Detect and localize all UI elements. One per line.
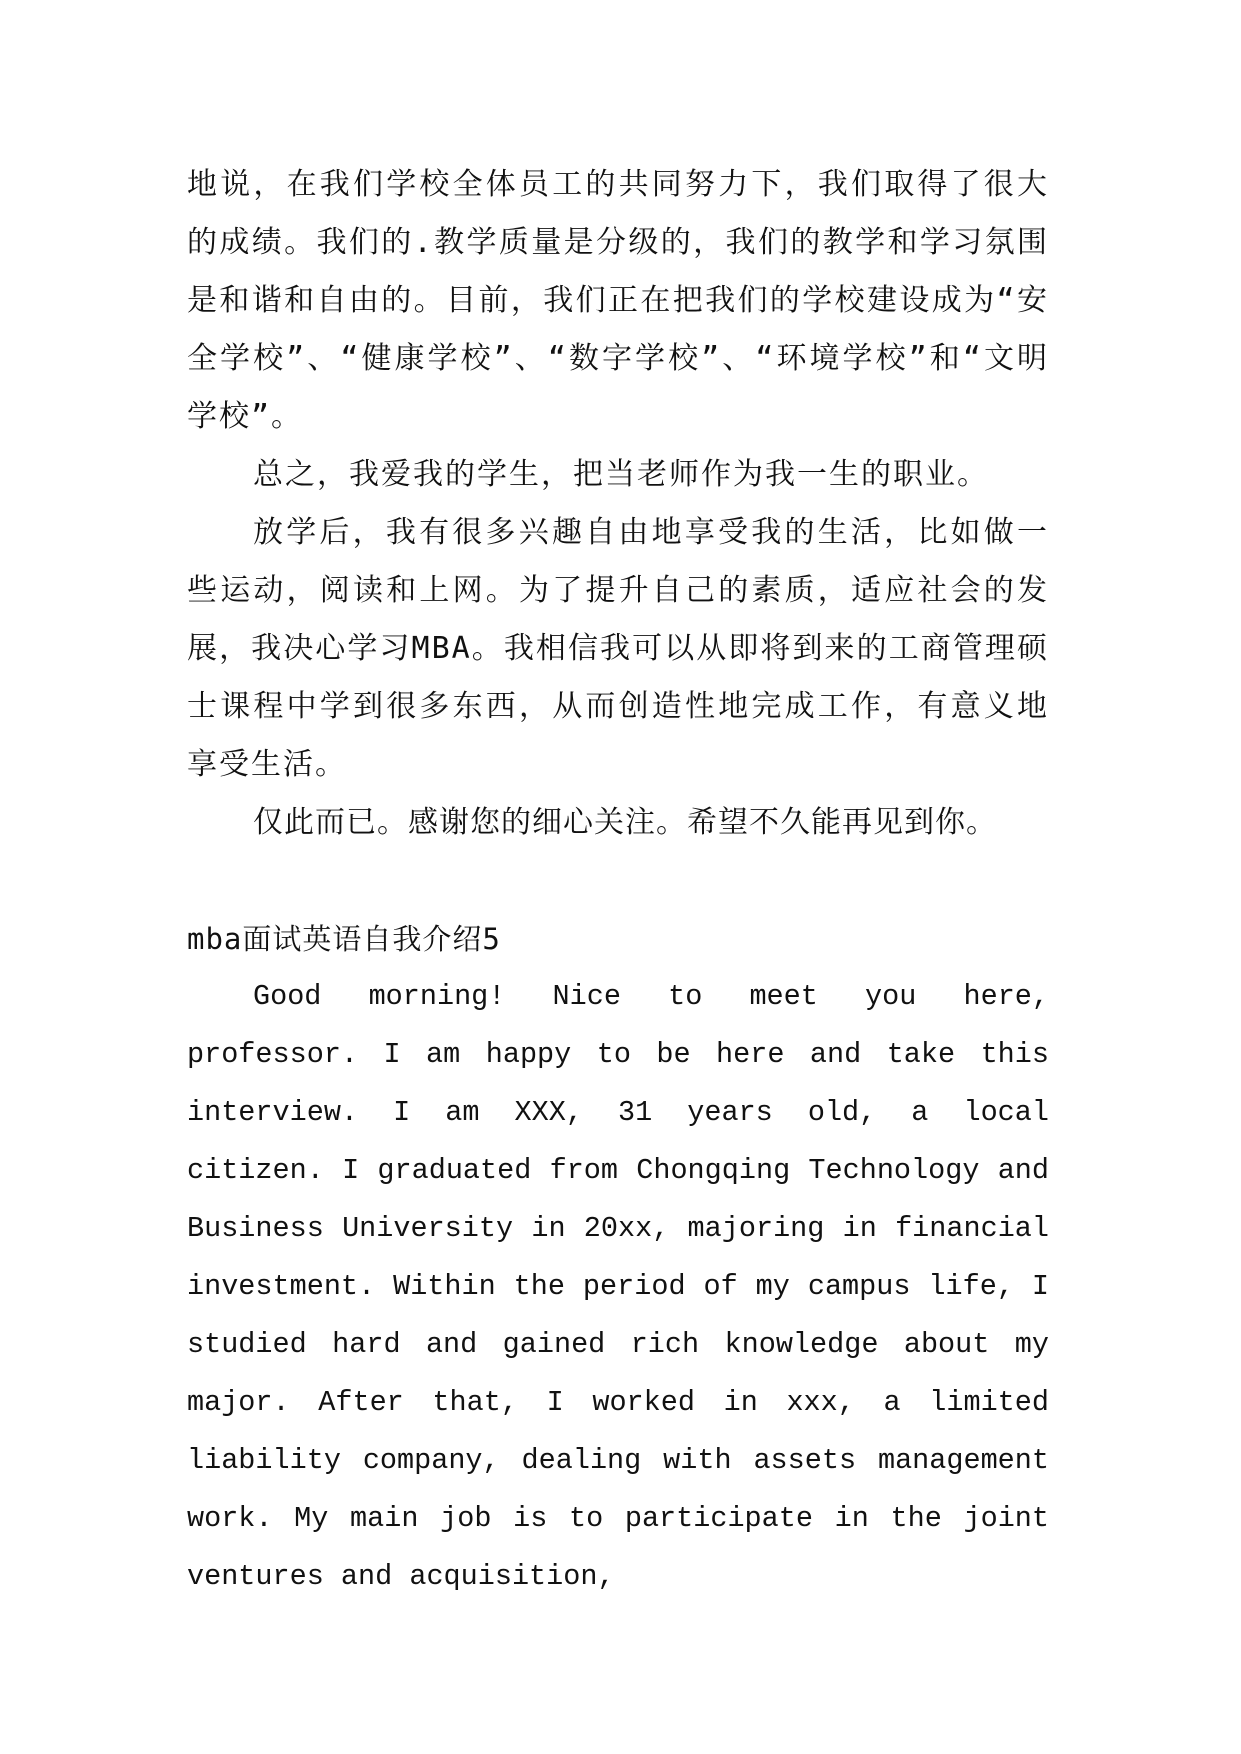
paragraph-conclusion: 总之，我爱我的学生，把当老师作为我一生的职业。 <box>253 457 989 492</box>
paragraph-school-achievements: 地说，在我们学校全体员工的共同努力下，我们取得了很大的成绩。我们的.教学质量是分级的，我们的教学和学习氛围是和谐和自由的。目前，我们正在把我们的学校建设成为“安全学校”、“健康学校”、“数字学校”、“环境学校”和“文明学校”。 <box>187 167 1049 434</box>
paragraph-english-introduction: Good morning! Nice to meet you here, professor. I am happy to be here and take this interview. I am XXX, 31 years old, a local citizen. I graduated from Chongqing Technology and Business University in 20xx, majoring in financial investment. Within the period of my campus life, I studied hard and gained rich knowledge about my major. After that, I worked in xxx, a limited liability company, dealing with assets management work. My main job is to participate in the joint ventures and acquisition, <box>187 980 1049 1593</box>
paragraph-closing: 仅此而已。感谢您的细心关注。希望不久能再见到你。 <box>253 805 997 840</box>
paragraph-hobbies-mba: 放学后，我有很多兴趣自由地享受我的生活，比如做一些运动，阅读和上网。为了提升自己的素质，适应社会的发展，我决心学习MBA。我相信我可以从即将到来的工商管理硕士课程中学到很多东西，从而创造性地完成工作，有意义地享受生活。 <box>187 515 1049 782</box>
document-body <box>187 156 1049 1606</box>
section-heading: mba面试英语自我介绍5 <box>187 922 501 956</box>
